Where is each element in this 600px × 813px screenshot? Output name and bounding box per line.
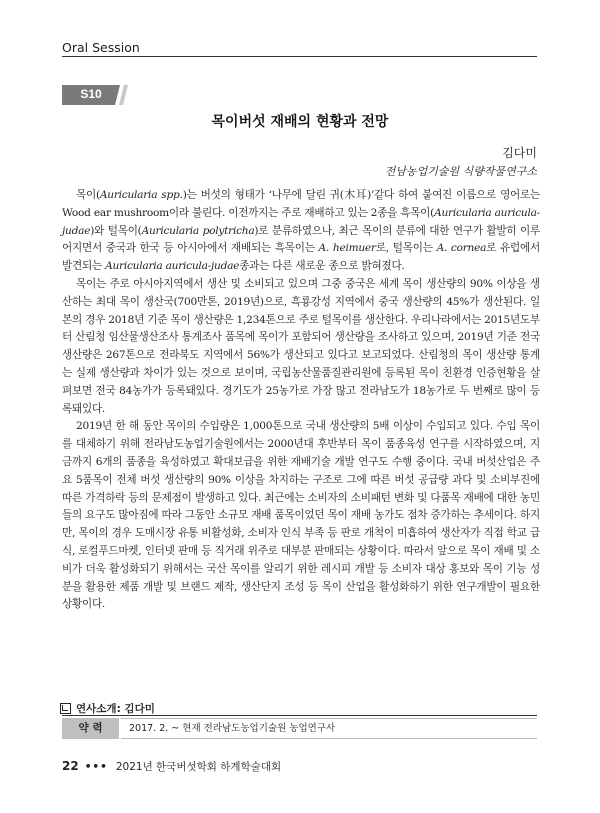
- footer-event: 2021년 한국버섯학회 하계학술대회: [115, 761, 282, 773]
- page-footer: [62, 759, 281, 774]
- speaker-divider: [62, 715, 537, 716]
- abstract-body: [62, 187, 540, 614]
- author-affiliation: 전남농업기술원 식량작물연구소: [384, 165, 537, 178]
- bio-label: 약 력: [62, 718, 119, 739]
- session-tag: [62, 85, 126, 104]
- species-name: Auricularia polytricha: [141, 224, 255, 237]
- header-divider: [62, 56, 537, 57]
- body-paragraph: [62, 276, 540, 418]
- body-paragraph: [62, 187, 540, 276]
- paragraph-text: 2019년 한 해 동안 목이의 수입량은 1,000톤으로 국내 생산량의 5배 이상이 수입되고 있다. 수입 목이를 대체하기 위해 전라남도농업기술원에서는 2000년대 후반부터 목이 품종육성 연구를 시작하였으며, 지금까지 6개의 품종을 육성하였고 확대보급을 위한 재배기술 개발 연구도 수행 중이다. 국내 버섯산업은 주요 5품목이 전체 버섯 생산량의 90% 이상을 차지하는 구조로 그에 따른 버섯 공급량 과다 및 소비부진에 따른 가격하락 등의 문제점이 발생하고 있다. 최근에는 소비자의 소비패턴 변화 및 다품목 재배에 대한 농민들의 요구도 많아짐에 따라 그동안 소규모 재배 품목이었던 목이 재배 농가도 점차 증가하는 추세이다. 하지만, 목이의 경우 도매시장 유통 비활성화, 소비자 인식 부족 등 판로 개척이 미흡하여 생산자가 직접 학교 급식, 로컬푸드마켓, 인터넷 판매 등 직거래 위주로 대부분 판매되는 상황이다. 따라서 앞으로 목이 재배 및 소비가 더욱 활성화되기 위해서는 국산 목이를 알리기 위한 레시피 개발 등 소비자 대상 홍보와 목이 기능 성분을 활용한 제품 개발 및 브랜드 제작, 생산단지 조성 등 목이 산업을 활성화하기 위한 연구개발이 필요한 상황이다.: [62, 420, 540, 611]
- body-paragraph: [62, 418, 540, 614]
- paragraph-text: 목이는 주로 아시아지역에서 생산 및 소비되고 있으며 그중 중국은 세계 목이 생산량의 90% 이상을 생산하는 최대 목이 생산국(700만톤, 2019년)으로, 흑룡강성 지역에서 중국 생산량의 45%가 생산된다. 일본의 경우 2018년 기준 목이 생산량은 1,234톤으로 주로 털목이를 생산한다. 우리나라에서는 2015년도부터 산림청 임산물생산조사 통계조사 품목에 목이가 포함되어 생산량을 조사하고 있으며, 2019년 기준 전국 생산량은 267톤으로 전라북도 지역에서 56%가 생산되고 있다고 보고되었다. 산림청의 목이 생산량 통계는 실제 생산량과 차이가 있는 것으로 보이며, 국립농산물품질관리원에 등록된 목이 친환경 인증현황을 살펴보면 전국 84농가가 등록돼있다. 경기도가 25농가로 가장 많고 전라남도가 18농가로 두 번째로 많이 등록돼있다.: [62, 277, 540, 415]
- section-title: Oral Session: [62, 40, 140, 55]
- arrow-icon: [60, 703, 71, 714]
- paragraph-text: )로 분류하였으나, 최근 목이의 분류에 대한 연구가 활발히 이루어지면서 중국과 한국 등 아시아에서 재배되는 흑목이는: [62, 224, 540, 255]
- bio-value: 2017. 2. ~ 현재 전라남도농업기술원 농업연구사: [121, 718, 537, 739]
- paragraph-text: )는 버섯의 형태가 ‘나무에 달린 귀(木耳)’같다 하여 붙여진 이름으로 영어로는 Wood ear mushroom이라 불린다. 이전까지는 주로 재배하고 있는 2종을 흑목이(: [62, 189, 541, 219]
- session-tag-label: S10: [80, 87, 102, 101]
- species-name: A. cornea: [436, 242, 487, 255]
- paper-title: 목이버섯 재배의 현황과 전망: [211, 114, 389, 130]
- paragraph-text: 종과는 다른 새로운 종으로 밝혀졌다.: [239, 260, 405, 273]
- speaker-heading-text: 연사소개: 김다미: [76, 703, 155, 715]
- author-name: 김다미: [502, 146, 537, 160]
- species-name: A. heimuer: [318, 242, 376, 255]
- bio-row: [62, 718, 537, 739]
- paragraph-text: 목이(: [76, 189, 100, 201]
- species-name: Auricularia spp.: [99, 189, 183, 201]
- footer-dots: •••: [84, 761, 108, 773]
- paragraph-text: 로, 털목이는: [375, 242, 437, 255]
- paragraph-text: )와 털목이(: [90, 224, 142, 237]
- species-name: Auricularia auricula-judae: [105, 260, 240, 273]
- page-number: 22: [62, 759, 79, 773]
- speaker-heading: [60, 701, 155, 716]
- species-name: Auricularia auricula-judae: [62, 206, 540, 237]
- paragraph-text: 로 유럽에서 발견되는: [62, 242, 540, 273]
